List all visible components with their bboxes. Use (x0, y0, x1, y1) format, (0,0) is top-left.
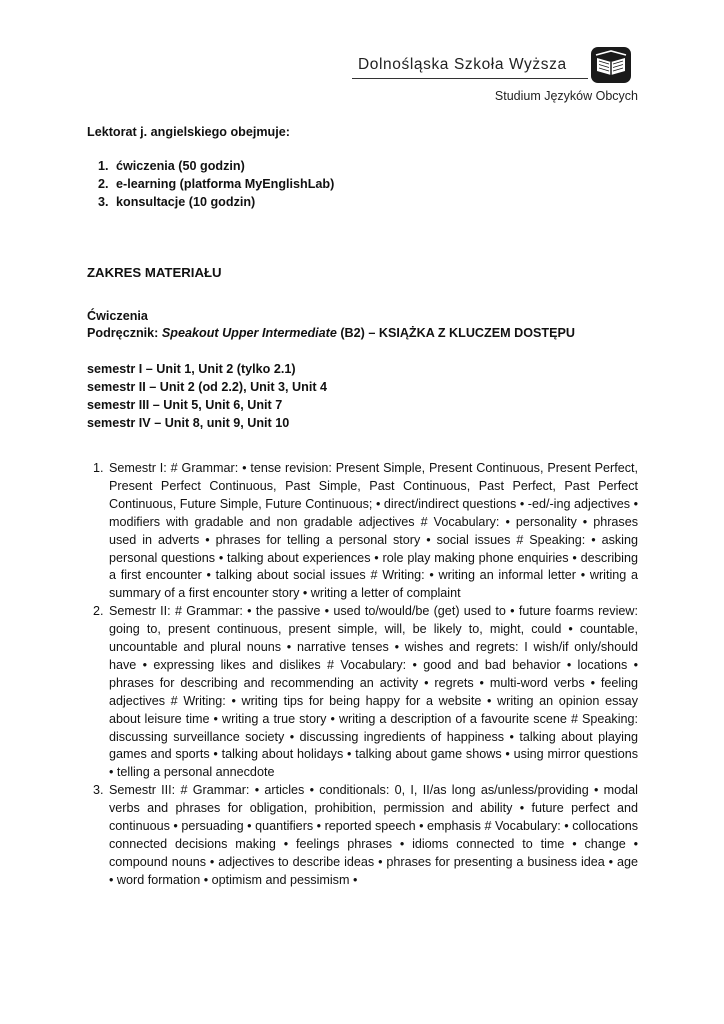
header-divider (352, 78, 588, 79)
intro-heading: Lektorat j. angielskiego obejmuje: (87, 125, 290, 139)
list-item: 2. e-learning (platforma MyEnglishLab) (112, 176, 638, 194)
semester-units-line: semestr IV – Unit 8, unit 9, Unit 10 (87, 416, 290, 431)
semester-units-line: semestr III – Unit 5, Unit 6, Unit 7 (87, 398, 283, 413)
book-logo-icon (588, 44, 634, 86)
department-name: Studium Języków Obcych (494, 89, 638, 103)
semester-units (87, 361, 638, 433)
list-item: 1. ćwiczenia (50 godzin) (112, 158, 638, 176)
course-components-list (87, 158, 638, 212)
textbook-title: Speakout Upper Intermediate (161, 326, 337, 341)
semester-units-line: semestr I – Unit 1, Unit 2 (tylko 2.1) (87, 362, 296, 377)
textbook-details: (B2) – KSIĄŻKA Z KLUCZEM DOSTĘPU (340, 326, 575, 341)
section-title: ZAKRES MATERIAŁU (87, 264, 222, 280)
semester-detail-item: 3. Semestr III: # Grammar: • articles • conditionals: 0, I, II/as long as/unless/providing • modal verbs and phrases for obligation, prohibition, permission and ability • future perfect and continuous • persuading • quantifiers • reported speech • emphasis # Vocabulary: • collocations connected decisions making • feelings phrases • idioms connected to time • change • compound nouns • adjectives to describe ideas • phrases for presenting a business idea • age • word formation • optimism and pessimism • (107, 782, 638, 889)
institution-name: Dolnośląska Szkoła Wyższa (358, 56, 567, 73)
exercises-heading: Ćwiczenia (87, 308, 148, 323)
semester-detail-item: 2. Semestr II: # Grammar: • the passive • used to/would/be (get) used to • future foarms review: going to, present continuous, present simple, will, be likely to, might, could • countable, uncountable and plural nouns • narrative tenses • wishes and regrets: I wish/if only/should have • expressing likes and dislikes # Vocabulary: • good and bad behavior • locations • phrases for describing and recommending an activity • regrets • multi-word verbs • feeling adjectives # Writing: • writing tips for being happy for a website • writing an opinion essay about leisure time • writing a true story • writing a description of a favourite scene # Speaking: discussing surveillance society • discussing ingredients of happiness • talking about playing games and sports • talking about holidays • talking about game shows • using mirror questions • telling a personal annecdote (107, 603, 638, 782)
document-body (87, 124, 638, 890)
semester-details-list (85, 460, 638, 890)
textbook-line (87, 325, 638, 343)
semester-detail-item: 1. Semestr I: # Grammar: • tense revision: Present Simple, Present Continuous, Present Perfect, Present Perfect Continuous, Past Simple, Past Continuous, Past Perfect, Past Perfect Continuous, Future Simple, Future Continuous; • direct/indirect questions • -ed/-ing adjectives • modifiers with gradable and non gradable adjectives # Vocabulary: • personality • phrases used in adverts • phrases for telling a personal story • social issues # Speaking: • asking personal questions • talking about experiences • role play making phone enquiries • describing a first encounter • talking about social issues # Writing: • writing an informal letter • writing a summary of a first encounter story • writing a letter of complaint (107, 460, 638, 603)
semester-units-line: semestr II – Unit 2 (od 2.2), Unit 3, Unit 4 (87, 380, 328, 395)
textbook-label: Podręcznik: (87, 326, 159, 341)
list-item: 3. konsultacje (10 godzin) (112, 194, 638, 212)
